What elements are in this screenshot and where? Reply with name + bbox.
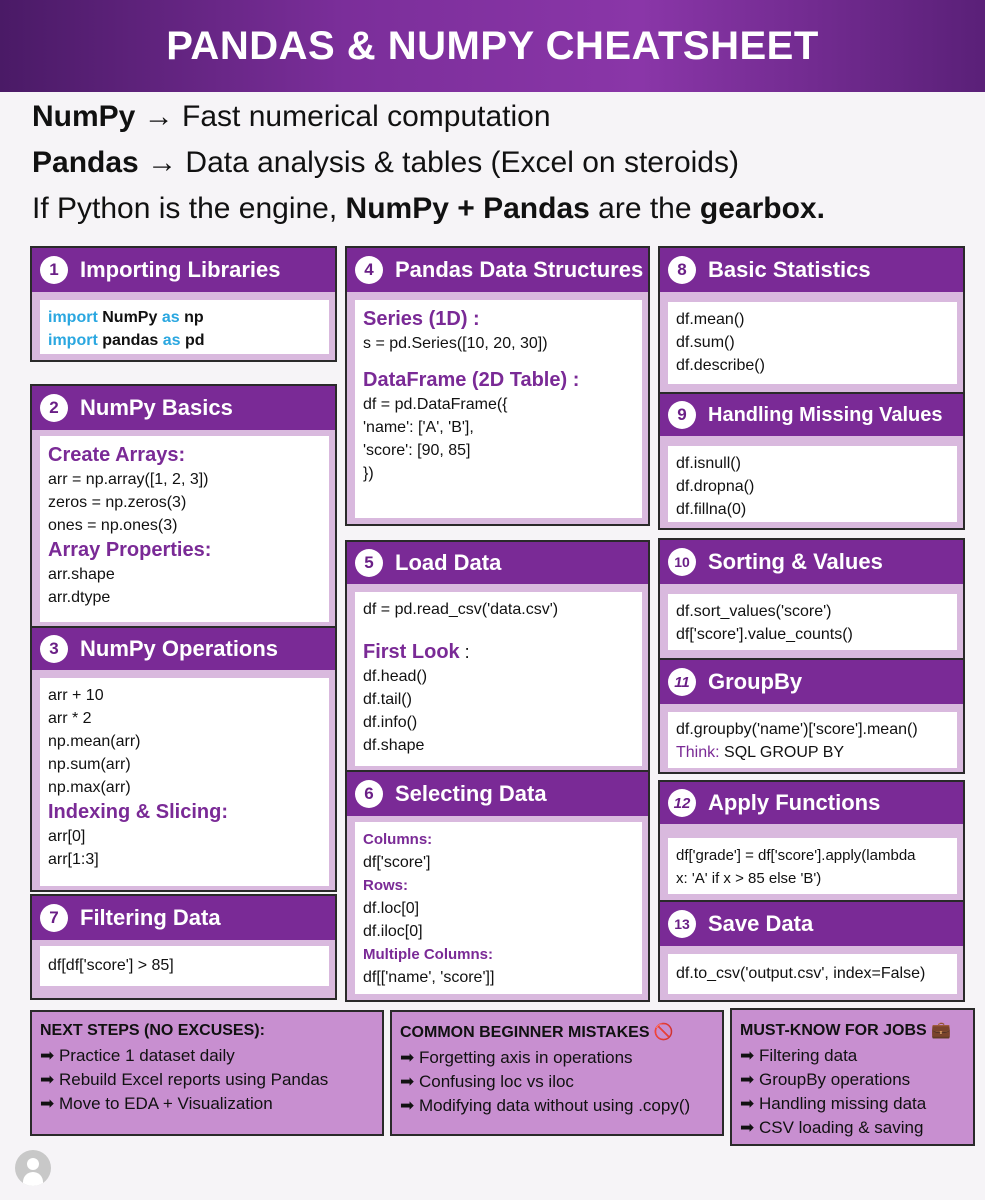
number-badge: 8 — [668, 256, 696, 284]
tagline-d: gearbox. — [699, 192, 825, 225]
subheading: DataFrame (2D Table) : — [363, 369, 580, 391]
code-line: df['score'] — [363, 854, 431, 871]
code-line: 'name': ['A', 'B'], — [363, 419, 474, 436]
card-title: Sorting & Values — [708, 549, 883, 574]
card-apply-functions — [658, 780, 965, 902]
list-item: ➡ Modifying data without using .copy() — [400, 1096, 691, 1115]
subheading: Rows: — [363, 877, 408, 894]
kw-as: as — [161, 309, 180, 326]
code-line: df['score'].value_counts() — [676, 626, 853, 643]
code-line: arr.dtype — [48, 589, 111, 606]
number-badge: 2 — [40, 394, 68, 422]
card-header — [32, 896, 335, 940]
card-content — [40, 436, 329, 622]
lib-alias: pd — [184, 332, 205, 349]
code-line: df.loc[0] — [363, 900, 420, 917]
card-header — [660, 540, 963, 584]
subheading: Columns: — [363, 831, 433, 848]
subheading-colon: : — [459, 642, 470, 662]
next-steps-box — [30, 1010, 384, 1136]
code-line: df.fillna(0) — [676, 501, 747, 518]
subheading: Array Properties: — [48, 539, 212, 561]
number-badge: 4 — [355, 256, 383, 284]
card-header — [32, 628, 335, 670]
number-badge: 9 — [668, 401, 696, 429]
card-title: Basic Statistics — [708, 257, 871, 282]
subheading: Series (1D) : — [363, 308, 480, 330]
card-title: NumPy Operations — [80, 636, 279, 661]
card-title: NumPy Basics — [80, 395, 233, 420]
list-item: ➡ Practice 1 dataset daily — [40, 1046, 235, 1065]
card-content — [355, 300, 642, 518]
tagline-c: are the — [589, 192, 700, 225]
card-header — [32, 386, 335, 430]
subheading: Multiple Columns: — [363, 946, 493, 963]
header-banner — [0, 0, 985, 92]
subheading: First Look — [363, 641, 460, 663]
list-item: ➡ Confusing loc vs iloc — [400, 1072, 574, 1091]
code-line: df.mean() — [676, 311, 745, 328]
card-basic-statistics — [658, 246, 965, 394]
tagline-a: If Python is the engine, — [32, 192, 346, 225]
card-header — [347, 772, 648, 816]
card-content — [40, 678, 329, 886]
code-line: arr[1:3] — [48, 851, 99, 868]
code-line: df['grade'] = df['score'].apply(lambda — [676, 847, 916, 864]
intro-tagline — [32, 186, 972, 232]
card-numpy-basics — [30, 384, 337, 628]
intro-numpy-label: NumPy — [32, 100, 136, 133]
number-badge: 5 — [355, 549, 383, 577]
avatar-icon[interactable] — [15, 1150, 51, 1186]
kw-import: import — [48, 332, 98, 349]
number-badge: 3 — [40, 635, 68, 663]
spacer — [363, 621, 634, 639]
think-label: Think: — [676, 744, 720, 761]
kw-as: as — [162, 332, 181, 349]
code-line: df.dropna() — [676, 478, 755, 495]
card-content — [355, 822, 642, 994]
code-line: df.iloc[0] — [363, 923, 423, 940]
code-line: df.shape — [363, 737, 425, 754]
card-title: Apply Functions — [708, 790, 881, 815]
code-line: df.isnull() — [676, 455, 741, 472]
box-title: NEXT STEPS (NO EXCUSES): — [40, 1022, 265, 1039]
box-title: MUST-KNOW FOR JOBS 💼 — [740, 1022, 952, 1039]
subheading: Create Arrays: — [48, 444, 186, 466]
code-line: ones = np.ones(3) — [48, 517, 178, 534]
code-line: arr * 2 — [48, 710, 92, 727]
card-content — [668, 302, 957, 384]
code-line: arr + 10 — [48, 687, 104, 704]
code-line: np.mean(arr) — [48, 733, 141, 750]
card-title: Pandas Data Structures — [395, 257, 644, 282]
card-missing-values — [658, 392, 965, 530]
card-content — [40, 300, 329, 354]
tagline-b: NumPy + Pandas — [345, 192, 590, 225]
number-badge: 12 — [668, 789, 696, 817]
card-content — [668, 712, 957, 768]
must-know-box — [730, 1008, 975, 1146]
card-content — [668, 446, 957, 522]
card-content — [668, 838, 957, 894]
code-line: df = pd.read_csv('data.csv') — [363, 601, 559, 618]
card-header — [660, 660, 963, 704]
avatar-body — [23, 1172, 43, 1186]
avatar-head — [27, 1158, 39, 1170]
code-line: df.tail() — [363, 691, 412, 708]
code-line: arr.shape — [48, 566, 115, 583]
card-content — [40, 946, 329, 986]
number-badge: 13 — [668, 910, 696, 938]
subheading-line — [363, 639, 634, 665]
card-title: Handling Missing Values — [708, 403, 943, 426]
code-line: df[df['score'] > 85] — [48, 957, 174, 974]
card-header — [347, 542, 648, 584]
intro — [32, 94, 972, 232]
lib-alias: np — [184, 309, 204, 326]
code-line: df.sum() — [676, 334, 735, 351]
code-line: df.sort_values('score') — [676, 603, 832, 620]
card-title: Importing Libraries — [80, 257, 281, 282]
number-badge: 6 — [355, 780, 383, 808]
list-item: ➡ GroupBy operations — [740, 1070, 911, 1089]
import-line — [48, 306, 321, 329]
number-badge: 10 — [668, 548, 696, 576]
list-item: ➡ Handling missing data — [740, 1094, 927, 1113]
card-groupby — [658, 658, 965, 774]
list-item: ➡ Filtering data — [740, 1046, 858, 1065]
code-line: df[['name', 'score']] — [363, 969, 495, 986]
code-line: arr[0] — [48, 828, 86, 845]
number-badge: 7 — [40, 904, 68, 932]
card-title: Save Data — [708, 911, 814, 936]
card-title: Selecting Data — [395, 781, 547, 806]
think-line — [676, 741, 949, 764]
card-header — [660, 902, 963, 946]
code-line: df.head() — [363, 668, 428, 685]
intro-pandas-desc: → Data analysis & tables (Excel on steroids) — [147, 146, 739, 179]
code-line: np.max(arr) — [48, 779, 131, 796]
list-item: ➡ CSV loading & saving — [740, 1118, 924, 1137]
list-item: ➡ Rebuild Excel reports using Pandas — [40, 1070, 329, 1089]
lib-name: pandas — [102, 332, 159, 349]
list-item: ➡ Forgetting axis in operations — [400, 1048, 633, 1067]
card-load-data — [345, 540, 650, 772]
card-header — [660, 394, 963, 436]
code-line: arr = np.array([1, 2, 3]) — [48, 471, 209, 488]
card-title: GroupBy — [708, 669, 803, 694]
card-pandas-data-structures — [345, 246, 650, 526]
code-line: }) — [363, 465, 374, 482]
intro-pandas-label: Pandas — [32, 146, 139, 179]
list-item: ➡ Move to EDA + Visualization — [40, 1094, 273, 1113]
page-title: PANDAS & NUMPY CHEATSHEET — [166, 23, 819, 68]
intro-numpy-desc: → Fast numerical computation — [143, 100, 551, 133]
think-text: SQL GROUP BY — [719, 744, 845, 761]
card-selecting-data — [345, 770, 650, 1002]
card-header — [32, 248, 335, 292]
card-content — [355, 592, 642, 766]
card-sorting-values — [658, 538, 965, 660]
import-line — [48, 329, 321, 352]
card-header — [660, 248, 963, 292]
number-badge: 1 — [40, 256, 68, 284]
card-content — [668, 594, 957, 650]
code-line: df.describe() — [676, 357, 765, 374]
code-line: df.to_csv('output.csv', index=False) — [676, 965, 926, 982]
code-line: df = pd.DataFrame({ — [363, 396, 508, 413]
card-title: Load Data — [395, 550, 502, 575]
common-mistakes-box — [390, 1010, 724, 1136]
number-badge: 11 — [668, 668, 696, 696]
code-line: x: 'A' if x > 85 else 'B') — [676, 870, 822, 887]
card-title: Filtering Data — [80, 905, 221, 930]
intro-numpy — [32, 94, 972, 140]
card-save-data — [658, 900, 965, 1002]
card-header — [660, 782, 963, 824]
code-line: s = pd.Series([10, 20, 30]) — [363, 335, 548, 352]
code-line: df.groupby('name')['score'].mean() — [676, 721, 918, 738]
card-numpy-operations — [30, 626, 337, 892]
card-importing-libraries — [30, 246, 337, 362]
code-line: zeros = np.zeros(3) — [48, 494, 187, 511]
card-filtering-data — [30, 894, 337, 1000]
subheading: Indexing & Slicing: — [48, 801, 229, 823]
lib-name: NumPy — [102, 309, 158, 326]
kw-import: import — [48, 309, 98, 326]
spacer — [363, 355, 634, 367]
card-content — [668, 954, 957, 994]
code-line: df.info() — [363, 714, 418, 731]
card-header — [347, 248, 648, 292]
intro-pandas — [32, 140, 972, 186]
code-line: 'score': [90, 85] — [363, 442, 471, 459]
code-line: np.sum(arr) — [48, 756, 131, 773]
box-title: COMMON BEGINNER MISTAKES 🚫 — [400, 1024, 674, 1041]
